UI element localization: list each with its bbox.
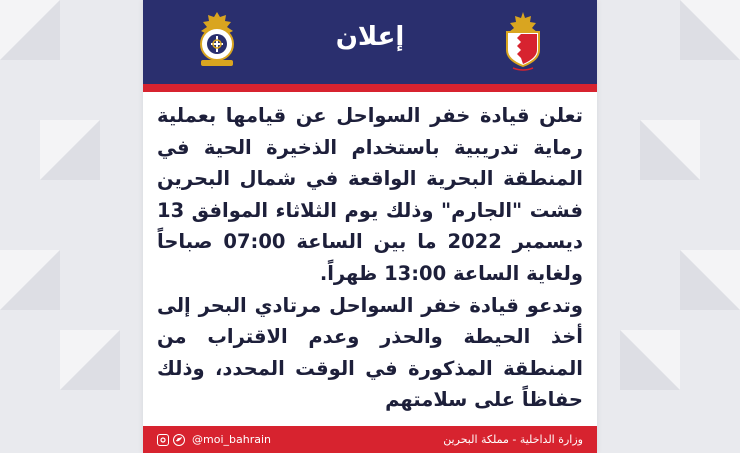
announcement-paragraph-1: تعلن قيادة خفر السواحل عن قيامها بعملية رماية تدريبية باستخدام الذخيرة الحية في المنطقة البحرية الواقعة في شمال البحرين فشت "الجارم" وذلك يوم الثلاثاء الموافق 13 ديسمبر 2022 ما بين الساعة 07:00 صباحاً ولغاية الساعة 13:00 ظهراً. bbox=[157, 104, 584, 285]
announcement-body bbox=[157, 100, 583, 416]
header-accent-stripe bbox=[143, 84, 597, 92]
page-title: إعلان bbox=[335, 22, 405, 52]
announcement-header bbox=[143, 0, 597, 84]
social-handle[interactable]: @moi_bahrain bbox=[192, 433, 271, 446]
ministry-of-interior-emblem bbox=[499, 10, 547, 72]
announcement-paragraph-2: وتدعو قيادة خفر السواحل مرتادي البحر إلى أخذ الحيطة والحذر وعدم الاقتراب من المنطقة المذكورة في الوقت المحدد، وذلك حفاظاً على سلامتهم bbox=[157, 293, 583, 412]
ministry-name: وزارة الداخلية - مملكة البحرين bbox=[443, 433, 583, 446]
social-links bbox=[157, 431, 271, 448]
announcement-card bbox=[143, 0, 597, 453]
twitter-icon[interactable] bbox=[173, 434, 185, 446]
footer-bar bbox=[143, 426, 597, 453]
instagram-icon[interactable] bbox=[157, 434, 169, 446]
